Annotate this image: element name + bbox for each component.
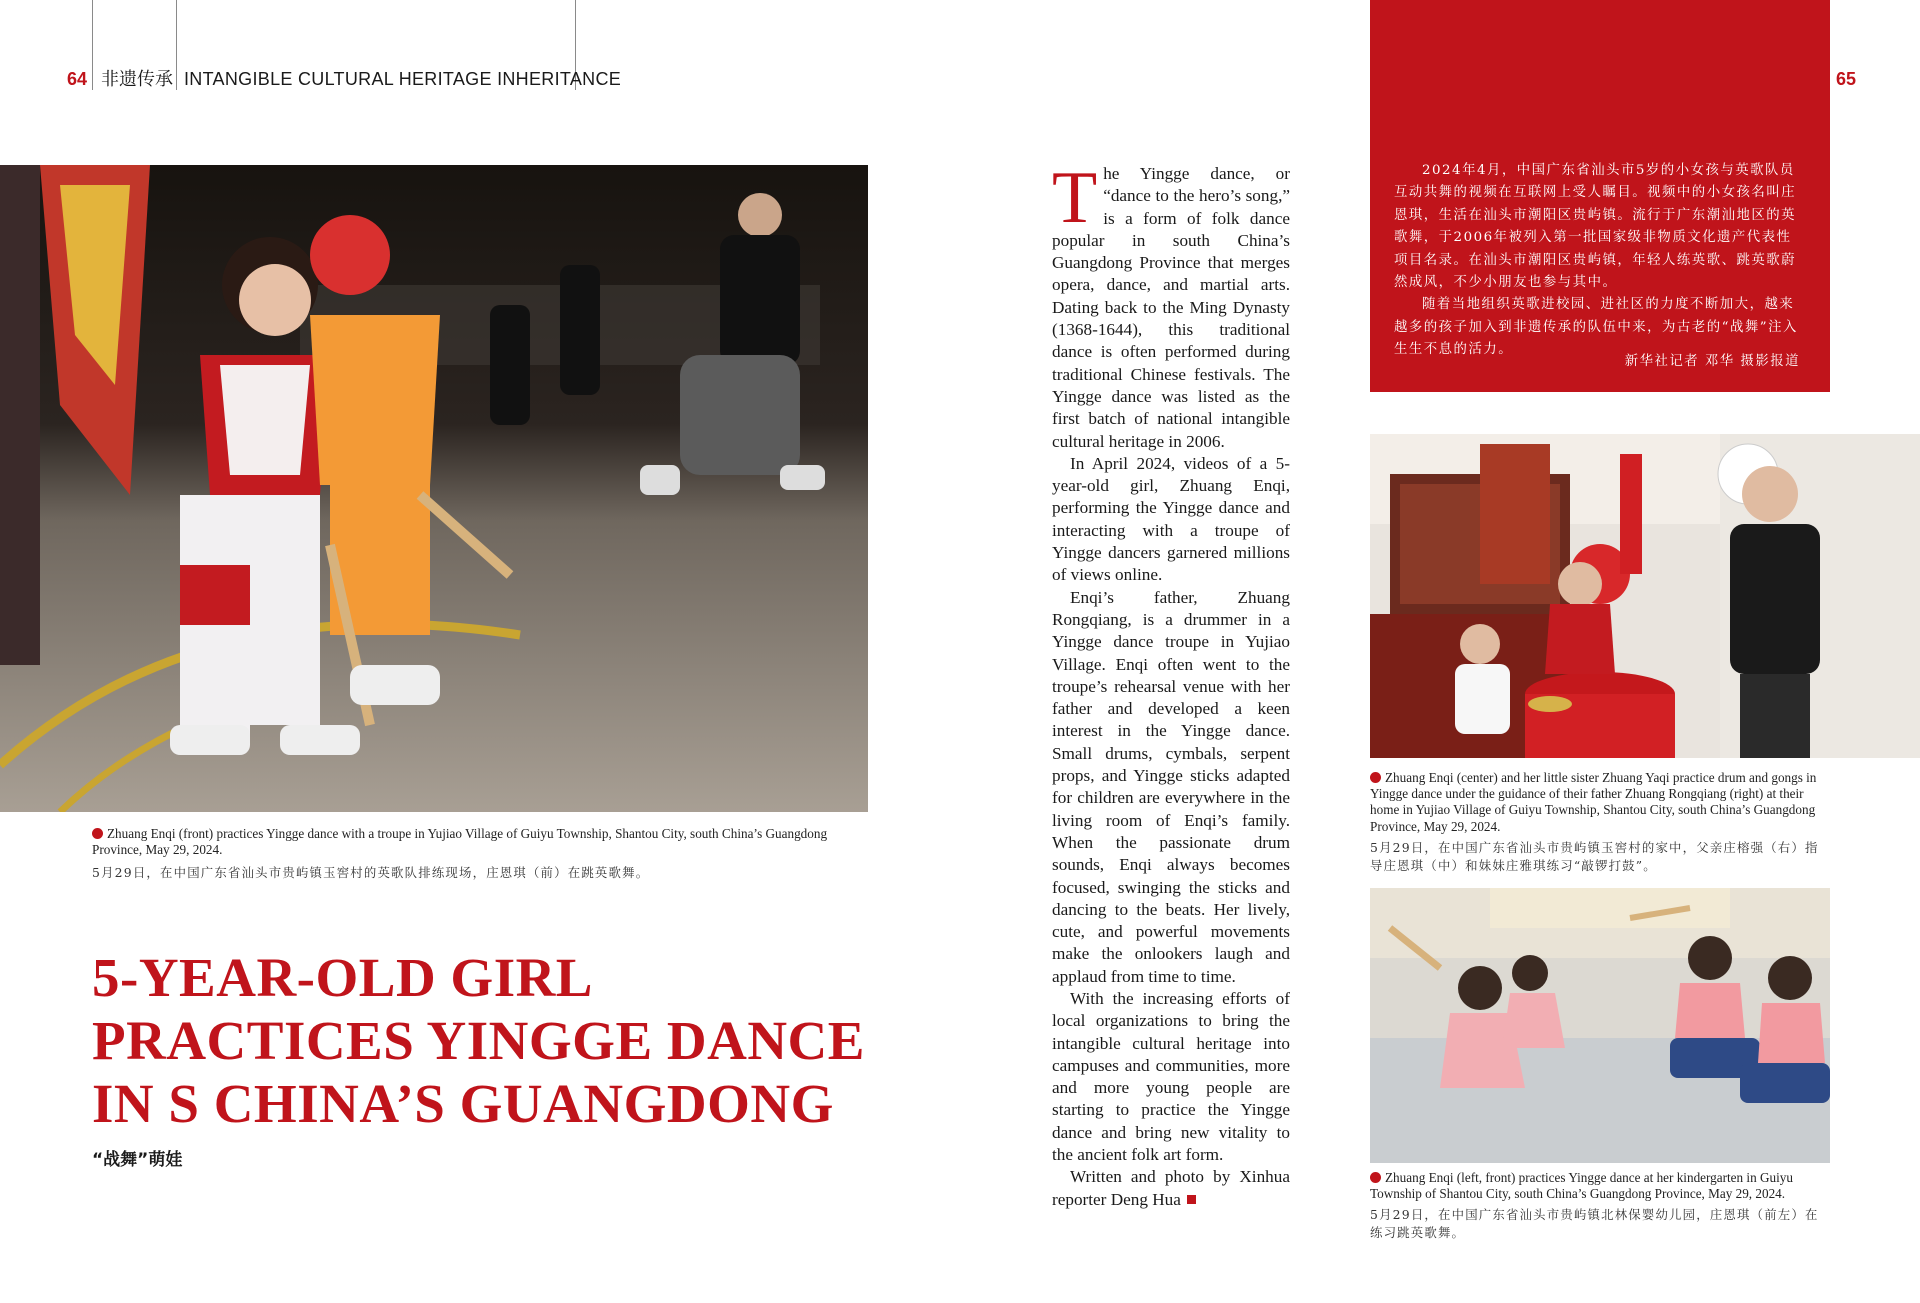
home-caption-en: Zhuang Enqi (center) and her little sister Zhuang Yaqi practice drum and gongs in Yingge dance under the guidance of their father Zhuang Rongqiang (right) at their home in Yujiao Village of Guiyu Township, Shantou City, south China’s Guangdong Province, May 29, 2024. <box>1370 770 1817 834</box>
main-photo-caption <box>92 826 868 858</box>
page-number-left: 64 <box>67 69 88 89</box>
section-label-cn: 非遗传承 <box>101 69 173 89</box>
headline-line-2: PRACTICES YINGGE DANCE <box>92 1010 865 1071</box>
headline <box>92 946 912 1135</box>
main-caption-en: Zhuang Enqi (front) practices Yingge dance with a troupe in Yujiao Village of Guiyu Township, Shantou City, south China’s Guangdong Province, May 29, 2024. <box>92 826 828 858</box>
kindergarten-photo-caption-cn: 5月29日，在中国广东省汕头市贵屿镇北林保婴幼儿园，庄恩琪（前左）在练习跳英歌舞。 <box>1370 1207 1819 1240</box>
photo-mark-icon <box>1370 1172 1381 1183</box>
summary-paragraph-1: 2024年4月，中国广东省汕头市5岁的小女孩与英歌队员互动共舞的视频在互联网上受人瞩目。视频中的小女孩名叫庄恩琪，生活在汕头市潮阳区贵屿镇。流行于广东潮汕地区的英歌舞，于2006年被列入第一批国家级非物质文化遗产代表性项目名录。在汕头市潮阳区贵屿镇，年轻人练英歌、跳英歌蔚然成风，不少小朋友也参与其中。 <box>1394 163 1797 291</box>
header-rule-2 <box>176 0 177 90</box>
article-paragraph-2: In April 2024, videos of a 5-year-old girl, Zhuang Enqi, performing the Yingge dance and interacting with a troupe of Yingge dancers garnered millions of views online. <box>1052 453 1290 585</box>
main-photo <box>0 165 868 812</box>
end-mark-icon <box>1187 1195 1196 1204</box>
photo-mark-icon <box>1370 772 1381 783</box>
page-number-right: 65 <box>1836 69 1857 89</box>
summary-text <box>1394 160 1806 362</box>
article-byline: Written and photo by Xinhua reporter Deng Hua <box>1052 1167 1290 1209</box>
home-photo-caption-cn: 5月29日，在中国广东省汕头市贵屿镇玉窖村的家中，父亲庄榕强（右）指导庄恩琪（中）和妹妹庄雅琪练习“敲锣打鼓”。 <box>1370 840 1819 873</box>
section-label-en: INTANGIBLE CULTURAL HERITAGE INHERITANCE <box>184 69 622 89</box>
kindergarten-photo <box>1370 888 1830 1163</box>
summary-paragraph-2: 随着当地组织英歌进校园、进社区的力度不断加大，越来越多的孩子加入到非遗传承的队伍中来，为古老的“战舞”注入生生不息的活力。 <box>1394 297 1798 358</box>
article-paragraph-1: The Yingge dance, or “dance to the hero’s song,” is a form of folk dance popular in south China’s Guangdong Province that merges opera, dance, and martial arts. Dating back to the Ming Dynasty (1368-1644), this traditional dance is often performed during traditional Chinese festivals. The Yingge dance was listed as the first batch of national intangible cultural heritage in 2006. <box>1052 157 1290 451</box>
kindergarten-caption-en: Zhuang Enqi (left, front) practices Yingge dance at her kindergarten in Guiyu Township of Shantou City, south China’s Guangdong Province, May 29, 2024. <box>1370 1170 1793 1202</box>
home-photo-caption <box>1370 770 1830 835</box>
kindergarten-photo-caption <box>1370 1170 1830 1202</box>
drop-cap: T <box>1052 157 1098 239</box>
photo-mark-icon <box>92 828 103 839</box>
chinese-summary-box <box>1370 0 1830 392</box>
main-photo-caption-cn: 5月29日，在中国广东省汕头市贵屿镇玉窖村的英歌队排练现场，庄恩琪（前）在跳英歌舞。 <box>92 865 650 880</box>
article-paragraph-4: With the increasing efforts of local organizations to bring the intangible cultural heritage into campuses and communities, more and more young people are starting to practice the Yingge dance and bring new vitality to the ancient folk art form. <box>1052 988 1290 1165</box>
article-paragraph-3: Enqi’s father, Zhuang Rongqiang, is a drummer in a Yingge dance troupe in Yujiao Village. Enqi often went to the troupe’s rehearsal venue with her father and developed a keen interest in the Yingge dance. Small drums, cymbals, serpent props, and Yingge sticks adapted for children are everywhere in the living room of Enqi’s family. When the passionate drum sounds, Enqi always becomes focused, swinging the sticks and dancing to the beats. Her lively, cute, and powerful movements make the onlookers laugh and applaud from time to time. <box>1052 587 1290 986</box>
article-body <box>1052 157 1290 1211</box>
headline-line-1: 5-YEAR-OLD GIRL <box>92 947 593 1008</box>
summary-credit: 新华社记者 邓华 摄影报道 <box>1624 354 1800 369</box>
header-rule-1 <box>92 0 93 90</box>
headline-line-3: IN S CHINA’S GUANGDONG <box>92 1073 834 1134</box>
home-practice-photo <box>1370 434 1920 758</box>
subtitle-cn: “战舞”萌娃 <box>92 1150 183 1170</box>
